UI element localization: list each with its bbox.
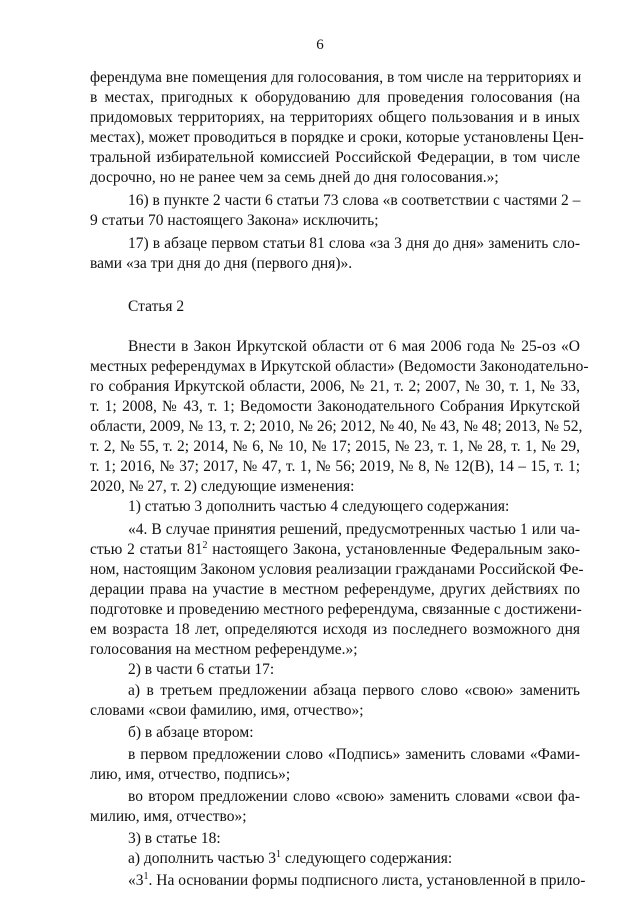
text-line: области, 2009, № 13, т. 2; 2010, № 26; 2012, № 40, № 43, № 48; 2013, № 52,: [90, 418, 583, 435]
superscript: 2: [202, 540, 208, 551]
text-line: во втором предложении слово «свою» заменить словами «свои фа-: [128, 788, 580, 805]
text-line: Внести в Закон Иркутской области от 6 мая 2006 года № 25-оз «О: [128, 338, 580, 355]
text-line: 1) статью 3 дополнить частью 4 следующего содержания:: [128, 498, 510, 515]
text-line: словами «свои фамилию, имя, отчество»;: [90, 702, 364, 719]
text-line: т. 1; 2016, № 37; 2017, № 47, т. 1, № 56; 2019, № 8, № 12(В), 14 – 15, т. 1;: [90, 458, 580, 475]
text-line: 17) в абзаце первом статьи 81 слова «за 3 дня до дня» заменить сло-: [128, 235, 580, 252]
text-line: ном, настоящим Законом условия реализации гражданами Российской Фе-: [90, 561, 584, 578]
text-line: ем возраста 18 лет, определяются исходя из последнего возможного дня: [90, 621, 580, 638]
text-line: в местах, пригодных к оборудованию для проведения голосования (на: [90, 89, 580, 106]
text-segment: следующего содержания:: [281, 850, 453, 867]
superscript: 1: [276, 849, 282, 860]
text-line: [128, 849, 580, 869]
text-line: го собрания Иркутской области, 2006, № 21, т. 2; 2007, № 30, т. 1, № 33,: [90, 378, 580, 395]
text-line: лию, имя, отчество, подпись»;: [90, 766, 291, 783]
text-segment: настоящего Закона, установленные Федеральным зако-: [207, 541, 580, 558]
text-line: подготовке и проведению местного референдума, связанные с достижени-: [90, 601, 582, 618]
text-line: милию, имя, отчество»;: [90, 808, 247, 825]
text-line: а) в третьем предложении абзаца первого слово «свою» заменить: [128, 682, 580, 699]
text-line: 9 статьи 70 настоящего Закона» исключить;: [90, 212, 379, 229]
text-line: местных референдумах в Иркутской области» (Ведомости Законодательно-: [90, 358, 589, 375]
text-line: придомовых территориях, на территориях общего пользования и в иных: [90, 109, 580, 126]
text-line: т. 2, № 55, т. 2; 2014, № 6, № 10, № 17; 2015, № 23, т. 1, № 28, т. 1, № 29,: [90, 438, 580, 455]
text-line: вами «за три дня до дня (первого дня)».: [90, 255, 353, 272]
text-line: [128, 871, 586, 891]
text-segment: а) дополнить частью 3: [128, 850, 277, 867]
text-line: тральной избирательной комиссией Российской Федерации, в том числе: [90, 149, 580, 166]
text-segment: «3: [128, 872, 144, 889]
text-line: ферендума вне помещения для голосования, в том числе на территориях и: [90, 69, 582, 86]
text-line: 2020, № 27, т. 2) следующие изменения:: [90, 478, 355, 495]
text-line: местах), может проводиться в порядке и сроки, которые установлены Цен-: [90, 129, 584, 146]
text-segment: стью 2 статьи 81: [90, 541, 203, 558]
text-line: 2) в части 6 статьи 17:: [128, 661, 275, 678]
text-line: 3) в статье 18:: [128, 830, 221, 847]
text-line: [90, 540, 580, 560]
text-line: досрочно, но не ранее чем за семь дней до дня голосования.»;: [90, 169, 499, 186]
article-heading: Статья 2: [128, 298, 185, 315]
text-segment: . На основании формы подписного листа, установленной в прило-: [148, 872, 586, 889]
superscript: 1: [143, 871, 149, 882]
text-line: 16) в пункте 2 части 6 статьи 73 слова «в соответствии с частями 2 –: [128, 192, 581, 209]
text-line: в первом предложении слово «Подпись» заменить словами «Фами-: [128, 746, 580, 763]
text-line: дерации права на участие в местном референдуме, других действиях по: [90, 581, 580, 598]
text-line: голосования на местном референдуме.»;: [90, 641, 358, 658]
text-line: «4. В случае принятия решений, предусмотренных частью 1 или ча-: [128, 521, 580, 538]
text-line: т. 1; 2008, № 43, т. 1; Ведомости Законодательного Собрания Иркутской: [90, 398, 580, 415]
text-line: б) в абзаце втором:: [128, 724, 254, 741]
page-number: 6: [316, 37, 324, 53]
